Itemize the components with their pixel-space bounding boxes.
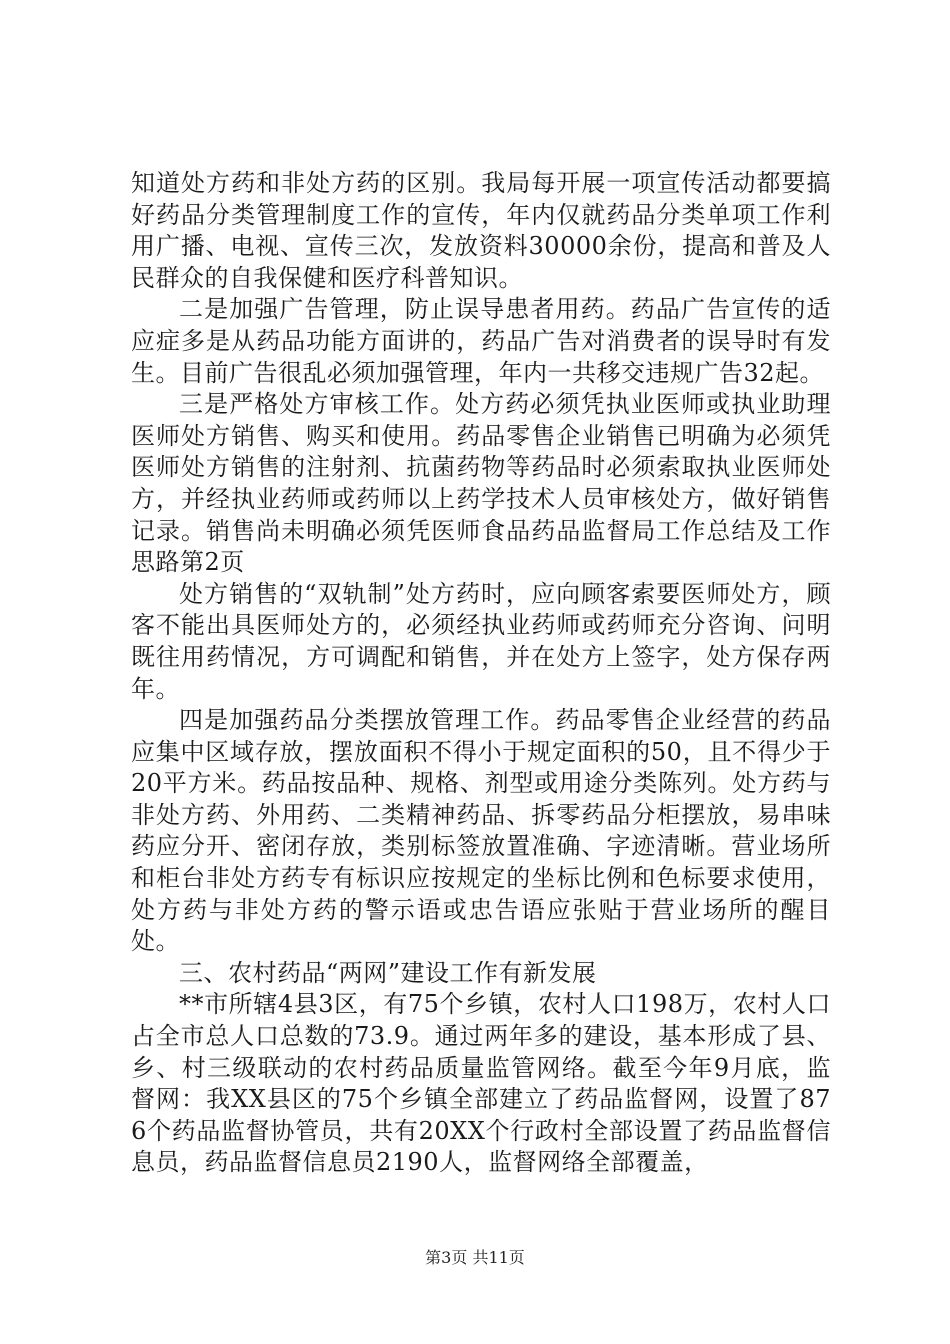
paragraph-3: 三是严格处方审核工作。处方药必须凭执业医师或执业助理医师处方销售、购买和使用。药品零售企业销售已明确为必须凭医师处方销售的注射剂、抗菌药物等药品时必须索取执业医师处方，并经执业药师或药师以上药学技术人员审核处方，做好销售记录。销售尚未明确必须凭医师食品药品监督局工作总结及工作思路第2页: [131, 390, 831, 577]
paragraph-6: **市所辖4县3区，有75个乡镇，农村人口198万，农村人口占全市总人口总数的73.9。通过两年多的建设，基本形成了县、乡、村三级联动的农村药品质量监管网络。截至今年9月底，监督网：我XX县区的75个乡镇全部建立了药品监督网，设置了876个药品监督协管员，共有20XX个行政村全部设置了药品监督信息员，药品监督信息员2190人，监督网络全部覆盖，: [131, 990, 831, 1177]
page-footer: 第3页 共11页: [425, 1248, 525, 1267]
paragraph-4: 处方销售的“双轨制”处方药时，应向顾客索要医师处方，顾客不能出具医师处方的，必须经执业药师或药师充分咨询、问明既往用药情况，方可调配和销售，并在处方上签字，处方保存两年。: [131, 579, 831, 703]
paragraph-2: 二是加强广告管理，防止误导患者用药。药品广告宣传的适应症多是从药品功能方面讲的，药品广告对消费者的误导时有发生。目前广告很乱必须加强管理，年内一共移交违规广告32起。: [131, 295, 831, 387]
document-body: [131, 168, 831, 1179]
paragraph-1: 知道处方药和非处方药的区别。我局每开展一项宣传活动都要搞好药品分类管理制度工作的宣传，年内仅就药品分类单项工作利用广播、电视、宣传三次，发放资料30000余份，提高和普及人民群众的自我保健和医疗科普知识。: [131, 169, 831, 292]
paragraph-5: 四是加强药品分类摆放管理工作。药品零售企业经营的药品应集中区域存放，摆放面积不得小于规定面积的50，且不得少于20平方米。药品按品种、规格、剂型或用途分类陈列。处方药与非处方药、外用药、二类精神药品、拆零药品分柜摆放，易串味药应分开、密闭存放，类别标签放置准确、字迹清晰。营业场所和柜台非处方药专有标识应按规定的坐标比例和色标要求使用，处方药与非处方药的警示语或忠告语应张贴于营业场所的醒目处。: [131, 706, 831, 956]
section-heading: 三、农村药品“两网”建设工作有新发展: [179, 958, 597, 987]
